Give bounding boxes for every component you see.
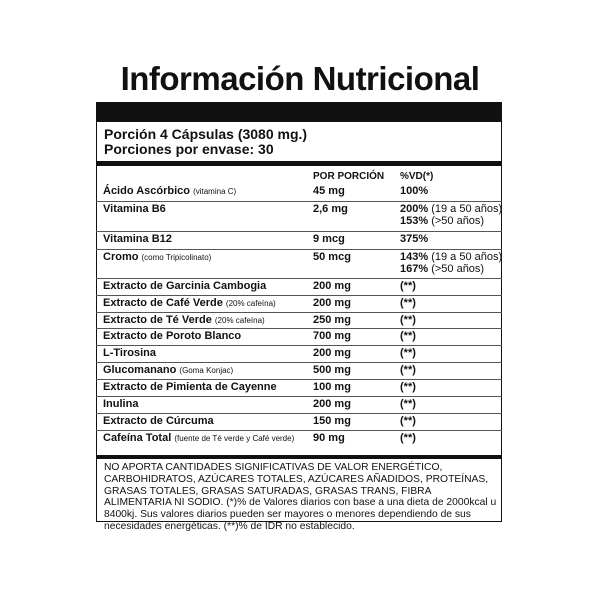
vd-value: 167% [400, 263, 429, 275]
nutrient-vd [400, 364, 416, 376]
nutrient-name [103, 364, 233, 376]
nutrient-name [103, 203, 166, 215]
nutrient-name-text: Ácido Ascórbico [103, 185, 190, 197]
nutrient-amount: 90 mg [313, 432, 345, 444]
vd-value: (**) [400, 381, 416, 393]
vd-value: (**) [400, 347, 416, 359]
nutrient-name-text: Inulina [103, 398, 139, 410]
header-bar [96, 102, 502, 122]
nutrient-row [103, 364, 498, 380]
row-separator [96, 249, 502, 250]
nutrient-vd [400, 233, 428, 245]
footnote: NO APORTA CANTIDADES SIGNIFICATIVAS DE VALOR ENERGÉTICO, CARBOHIDRATOS, AZÚCARES TOTALES, AZÚCARES AÑADIDOS, PROTEÍNAS, GRASAS TOTALES, GRASAS SATURADAS, GRASAS TRANS, FIBRA ALIMENTARIA NI SODIO. (*)% de Valores diarios con base a una dieta de 2000kcal u 8400kj. Sus valores diarios pueden ser mayores o menores dependiendo de sus necesidades energéticas. (**)% de IDR no establecido. [104, 462, 497, 532]
divider-bottom [96, 455, 502, 459]
row-separator [96, 396, 502, 397]
nutrient-row [103, 203, 503, 231]
nutrient-note: (Goma Konjac) [179, 366, 234, 375]
nutrient-name-text: L-Tirosina [103, 347, 156, 359]
nutrient-vd [400, 297, 416, 309]
nutrient-name [103, 398, 138, 410]
servings-per-container: Porciones por envase: 30 [104, 141, 274, 157]
nutrient-row [103, 233, 498, 249]
nutrient-name-text: Extracto de Café Verde [103, 297, 223, 309]
nutrient-row [103, 330, 498, 346]
nutrient-amount: 45 mg [313, 185, 345, 197]
nutrient-name [103, 347, 156, 359]
nutrient-note: (como Tripicolinato) [141, 253, 212, 262]
nutrient-vd [400, 251, 502, 275]
row-separator [96, 312, 502, 313]
vd-value: 375% [400, 233, 429, 245]
vd-value: (**) [400, 364, 416, 376]
nutrient-vd [400, 398, 416, 410]
nutrient-name [103, 314, 265, 326]
row-separator [96, 201, 502, 202]
nutrient-name-text: Vitamina B6 [103, 203, 166, 215]
nutrient-row [103, 347, 498, 363]
nutrient-amount: 500 mg [313, 364, 351, 376]
nutrient-name [103, 185, 236, 197]
nutrient-row [103, 280, 498, 296]
nutrient-name [103, 330, 241, 342]
nutrient-name-text: Extracto de Cúrcuma [103, 415, 214, 427]
page-title: Información Nutricional [120, 60, 480, 97]
nutrient-vd [400, 203, 502, 227]
vd-value: 100% [400, 185, 429, 197]
nutrient-amount: 200 mg [313, 347, 351, 359]
vd-value: (**) [400, 330, 416, 342]
nutrient-row [103, 251, 503, 279]
vd-age-group: (>50 años) [428, 263, 485, 275]
nutrient-name-text: Cromo [103, 251, 139, 263]
row-separator [96, 413, 502, 414]
nutrient-vd [400, 415, 416, 427]
vd-value: (**) [400, 297, 416, 309]
nutrient-name [103, 251, 211, 263]
nutrient-amount: 200 mg [313, 280, 351, 292]
row-separator [96, 278, 502, 279]
vd-age-group: (>50 años) [428, 215, 485, 227]
nutrient-note: (vitamina C) [193, 187, 237, 196]
column-header-vd: %VD(*) [400, 171, 434, 182]
nutrient-name-text: Extracto de Poroto Blanco [103, 330, 242, 342]
nutrient-amount: 150 mg [313, 415, 351, 427]
nutrient-note: (fuente de Té verde y Café verde) [174, 434, 295, 443]
nutrient-row [103, 297, 498, 313]
nutrient-row [103, 415, 498, 431]
nutrient-row [103, 432, 498, 448]
row-separator [96, 345, 502, 346]
nutrient-amount: 9 mcg [313, 233, 345, 245]
nutrient-name-text: Extracto de Pimienta de Cayenne [103, 381, 277, 393]
nutrient-name [103, 233, 172, 245]
nutrient-vd [400, 330, 416, 342]
nutrient-vd [400, 432, 416, 444]
row-separator [96, 379, 502, 380]
vd-value: (**) [400, 314, 416, 326]
nutrient-name-text: Cafeína Total [103, 432, 172, 444]
nutrient-amount: 200 mg [313, 297, 351, 309]
nutrient-name-text: Extracto de Té Verde [103, 314, 212, 326]
vd-value: (**) [400, 415, 416, 427]
nutrient-note: (20% cafeína) [225, 299, 276, 308]
nutrient-vd [400, 381, 416, 393]
column-header-per-portion: POR PORCIÓN [313, 171, 385, 182]
vd-value: (**) [400, 432, 416, 444]
nutrient-row [103, 398, 498, 414]
nutrient-name [103, 415, 214, 427]
vd-value: 143% [400, 251, 429, 263]
nutrient-row [103, 185, 498, 201]
row-separator [96, 362, 502, 363]
vd-value: (**) [400, 398, 416, 410]
row-separator [96, 430, 502, 431]
nutrient-name [103, 381, 277, 393]
vd-value: 153% [400, 215, 429, 227]
nutrient-name-text: Vitamina B12 [103, 233, 172, 245]
row-separator [96, 328, 502, 329]
portion-size: Porción 4 Cápsulas (3080 mg.) [104, 126, 308, 142]
vd-age-group: (19 a 50 años) [428, 251, 503, 263]
nutrient-vd [400, 347, 416, 359]
vd-value: (**) [400, 280, 416, 292]
nutrient-vd [400, 185, 428, 197]
vd-age-group: (19 a 50 años) [428, 203, 503, 215]
nutrient-vd [400, 280, 416, 292]
nutrient-vd [400, 314, 416, 326]
nutrient-row [103, 381, 498, 397]
nutrient-name [103, 432, 294, 444]
nutrient-name [103, 280, 266, 292]
nutrient-amount: 200 mg [313, 398, 351, 410]
row-separator [96, 295, 502, 296]
nutrient-name-text: Glucomanano [103, 364, 177, 376]
row-separator [96, 231, 502, 232]
nutrient-amount: 50 mcg [313, 251, 351, 263]
divider-thick [96, 161, 502, 166]
nutrient-amount: 100 mg [313, 381, 351, 393]
nutrient-name [103, 297, 276, 309]
vd-value: 200% [400, 203, 429, 215]
nutrient-amount: 2,6 mg [313, 203, 348, 215]
serving-info [104, 127, 307, 157]
nutrient-amount: 250 mg [313, 314, 351, 326]
nutrient-note: (20% cafeína) [214, 316, 265, 325]
nutrient-amount: 700 mg [313, 330, 351, 342]
nutrient-name-text: Extracto de Garcinia Cambogia [103, 280, 267, 292]
